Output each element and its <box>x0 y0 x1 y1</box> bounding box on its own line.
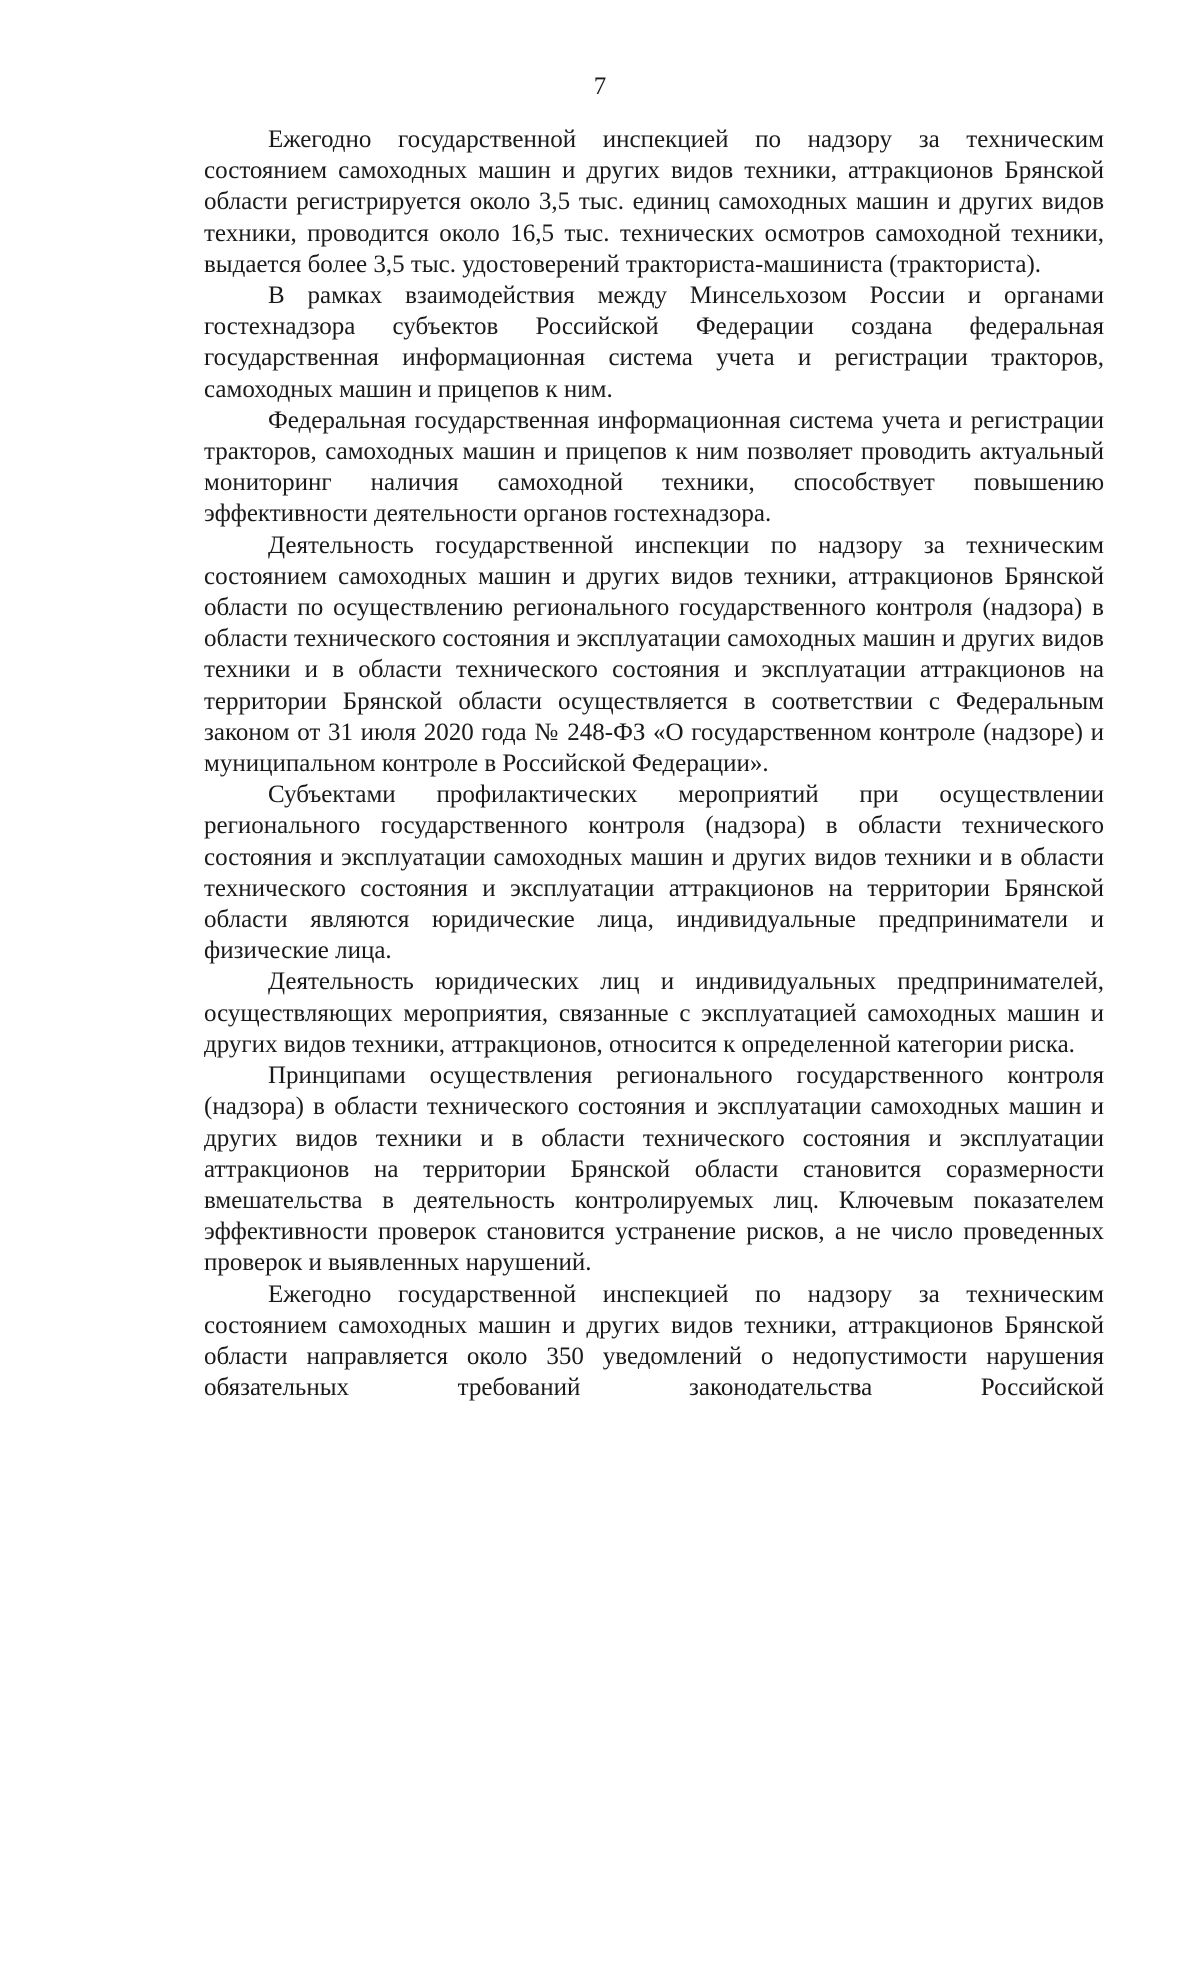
page-number: 7 <box>593 73 607 100</box>
paragraph-subjects: Субъектами профилактических мероприятий при осуществлении регионального государственного контроля (надзора) в области технического состояния и эксплуатации самоходных машин и других видов техники и в области технического состояния и эксплуатации аттракционов на территории Брянской области являются юридические лица, индивидуальные предприниматели и физические лица. <box>204 781 1104 965</box>
paragraph-monitoring: Федеральная государственная информационная система учета и регистрации тракторов, самоходных машин и прицепов к ним позволяет проводить актуальный мониторинг наличия самоходной техники, способствует повышению эффективности деятельности органов гостехнадзора. <box>204 406 1104 528</box>
paragraph-principles: Принципами осуществления регионального государственного контроля (надзора) в области технического состояния и эксплуатации самоходных машин и других видов техники и в области технического состояния и эксплуатации аттракционов на территории Брянской области становится соразмерности вмешательства в деятельность контролируемых лиц. Ключевым показателем эффективности проверок становится устранение рисков, а не число проведенных проверок и выявленных нарушений. <box>204 1062 1104 1277</box>
document-body <box>204 124 1104 1403</box>
paragraph-registration-stats: Ежегодно государственной инспекцией по надзору за техническим состоянием самоходных машин и других видов техники, аттракционов Брянской области регистрируется около 3,5 тыс. единиц самоходных машин и других видов техники, проводится около 16,5 тыс. технических осмотров самоходной техники, выдается более 3,5 тыс. удостоверений тракториста-машиниста (тракториста). <box>204 126 1104 278</box>
paragraph-information-system: В рамках взаимодействия между Минсельхозом России и органами гостехнадзора субъектов Российской Федерации создана федеральная государственная информационная система учета и регистрации тракторов, самоходных машин и прицепов к ним. <box>204 282 1104 403</box>
paragraph-notifications: Ежегодно государственной инспекцией по надзору за техническим состоянием самоходных машин и других видов техники, аттракционов Брянской области направляется около 350 уведомлений о недопустимости нарушения обязательных требований законодательства Российской <box>204 1280 1104 1402</box>
paragraph-risk-category: Деятельность юридических лиц и индивидуальных предпринимателей, осуществляющих мероприятия, связанные с эксплуатацией самоходных машин и других видов техники, аттракционов, относится к определенной категории риска. <box>204 968 1104 1058</box>
paragraph-legal-basis: Деятельность государственной инспекции по надзору за техническим состоянием самоходных машин и других видов техники, аттракционов Брянской области по осуществлению регионального государственного контроля (надзора) в области технического состояния и эксплуатации самоходных машин и других видов техники и в области технического состояния и эксплуатации аттракционов на территории Брянской области осуществляется в соответствии с Федеральным законом от 31 июля 2020 года № 248-ФЗ «О государственном контроле (надзоре) и муниципальном контроле в Российской Федерации». <box>204 531 1104 778</box>
